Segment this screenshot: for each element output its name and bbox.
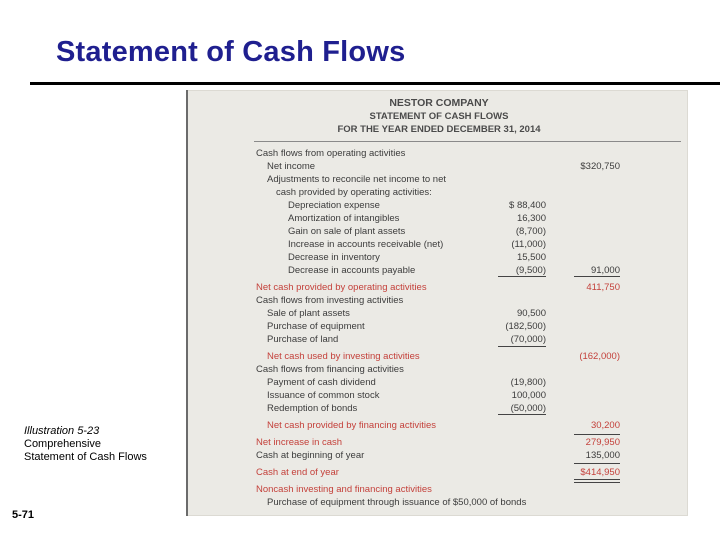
company-name: NESTOR COMPANY [389,97,489,109]
row-label: Adjustments to reconcile net income to net [267,174,447,185]
row-amount-detail: 16,300 [516,213,546,224]
row-label: Sale of plant assets [267,308,350,319]
total-rule-operating [574,276,620,277]
statement-row-dividend [0,377,720,390]
row-amount-total: 30,200 [590,420,620,431]
statement-row-depreciation [0,200,720,213]
statement-row-noncash-detail [0,497,720,510]
row-amount-total: $320,750 [580,161,620,172]
row-amount-detail: 100,000 [511,390,546,401]
statement-row-common-stock [0,390,720,403]
row-label: Cash at end of year [256,467,339,478]
row-label: cash provided by operating activities: [276,187,432,198]
row-label: Amortization of intangibles [288,213,400,224]
row-amount-detail: (50,000) [510,403,546,414]
statement-period: FOR THE YEAR ENDED DECEMBER 31, 2014 [337,124,541,135]
statement-row-cfi-header [0,295,720,308]
row-amount-total: 91,000 [590,265,620,276]
row-label: Net cash provided by operating activities [256,282,427,293]
header-rule [254,141,681,142]
row-label: Issuance of common stock [267,390,380,401]
row-label: Purchase of equipment through issuance of $50,000 of bonds [267,497,527,508]
double-rule-bottom [574,482,620,483]
statement-row-cff-header [0,364,720,377]
row-amount-total: 411,750 [586,282,620,293]
row-amount-detail: (19,800) [510,377,546,388]
statement-row-cfo-header [0,148,720,161]
row-label: Decrease in accounts payable [288,265,416,276]
illustration-caption [24,425,147,464]
statement-row-net-cash-operating [0,282,720,295]
row-label: Decrease in inventory [288,252,380,263]
row-label: Net increase in cash [256,437,343,448]
row-amount-detail: (9,500) [515,265,546,276]
row-amount-detail: (70,000) [510,334,546,345]
statement-row-decrease-inventory [0,252,720,265]
statement-row-gain-sale [0,226,720,239]
statement-row-sale-plant [0,308,720,321]
row-label: Net income [267,161,316,172]
row-label: Cash flows from operating activities [256,148,406,159]
total-rule-financing [574,434,620,435]
statement-row-purchase-equipment [0,321,720,334]
subtotal-rule-operating [498,276,546,277]
row-label: Noncash investing and financing activities [256,484,432,495]
statement-row-net-cash-investing [0,351,720,364]
row-amount-detail: (182,500) [505,321,546,332]
statement-row-redeem-bonds [0,403,720,416]
row-amount-total: $414,950 [580,467,620,478]
row-label: Cash flows from financing activities [256,364,404,375]
row-label: Depreciation expense [288,200,380,211]
slide-number: 5-71 [12,509,35,521]
row-amount-detail: $ 88,400 [509,200,546,211]
row-label: Cash at beginning of year [256,450,365,461]
row-amount-detail: (8,700) [515,226,546,237]
statement-row-amortization [0,213,720,226]
caption-line-3: Statement of Cash Flows [24,451,147,463]
row-amount-total: 135,000 [585,450,620,461]
statement-row-noncash-header [0,484,720,497]
row-amount-detail: 90,500 [516,308,546,319]
row-label: Payment of cash dividend [267,377,376,388]
caption-line-1: Illustration 5-23 [24,425,100,437]
row-amount-detail: (11,000) [511,239,546,250]
row-label: Increase in accounts receivable (net) [288,239,444,250]
total-rule-beginning-cash [574,463,620,464]
double-rule-top [574,479,620,480]
slide-title: Statement of Cash Flows [56,36,406,68]
row-label: Gain on sale of plant assets [288,226,406,237]
row-amount-total: 279,950 [585,437,620,448]
row-label: Net cash provided by financing activities [267,420,436,431]
row-label: Purchase of land [267,334,339,345]
statement-row-adjustments-line2 [0,187,720,200]
row-label: Redemption of bonds [267,403,358,414]
caption-line-2: Comprehensive [24,438,102,450]
subtotal-rule-investing [498,346,546,347]
row-amount-total: (162,000) [579,351,620,362]
statement-row-adjustments-line1 [0,174,720,187]
row-amount-detail: 15,500 [516,252,546,263]
subtotal-rule-financing [498,414,546,415]
row-label: Net cash used by investing activities [267,351,420,362]
statement-name: STATEMENT OF CASH FLOWS [369,111,509,122]
title-divider [30,82,720,85]
statement-row-net-income [0,161,720,174]
statement-row-increase-ar [0,239,720,252]
row-label: Cash flows from investing activities [256,295,404,306]
row-label: Purchase of equipment [267,321,365,332]
statement-row-purchase-land [0,334,720,347]
